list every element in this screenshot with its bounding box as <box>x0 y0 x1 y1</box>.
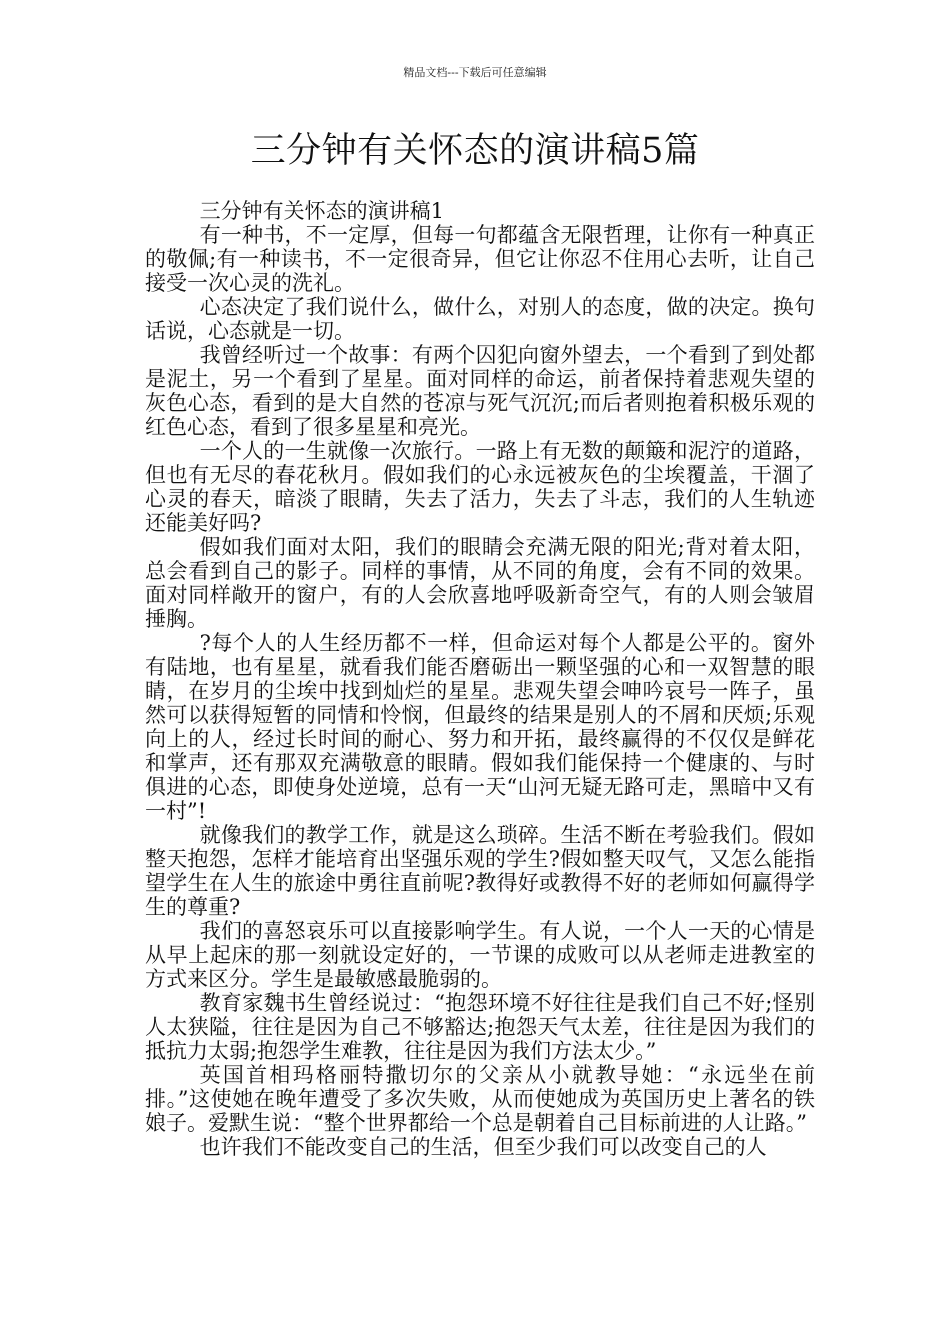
document-title: 三分钟有关怀态的演讲稿5篇 <box>250 131 700 171</box>
paragraph: 假如我们面对太阳，我们的眼睛会充满无限的阳光;背对着太阳，总会看到自己的影子。同样的事情，从不同的角度，会有不同的效果。面对同样敞开的窗户，有的人会欣喜地呼吸新奇空气，有的人则会皱眉捶胸。 <box>145 535 815 631</box>
paragraph: 一个人的一生就像一次旅行。一路上有无数的颠簸和泥泞的道路，但也有无尽的春花秋月。假如我们的心永远被灰色的尘埃覆盖，干涸了心灵的春天，暗淡了眼睛，失去了活力，失去了斗志，我们的人生轨迹还能美好吗? <box>145 439 815 535</box>
paragraph: 有一种书，不一定厚，但每一句都蕴含无限哲理，让你有一种真正的敬佩;有一种读书，不一定很奇异，但它让你忍不住用心去听，让自己接受一次心灵的洗礼。 <box>145 223 815 295</box>
paragraph: 就像我们的教学工作，就是这么琐碎。生活不断在考验我们。假如整天抱怨，怎样才能培育出坚强乐观的学生?假如整天叹气，又怎么能指望学生在人生的旅途中勇往直前呢?教得好或教得不好的老师如何赢得学生的尊重? <box>145 823 815 919</box>
paragraph: 英国首相玛格丽特撒切尔的父亲从小就教导她：“永远坐在前排。”这使她在晚年遭受了多次失败，从而使她成为英国历史上著名的铁娘子。爱默生说：“整个世界都给一个总是朝着自己目标前进的人让路。” <box>145 1063 815 1135</box>
paragraph: 心态决定了我们说什么，做什么，对别人的态度，做的决定。换句话说，心态就是一切。 <box>145 295 815 343</box>
section-subtitle: 三分钟有关怀态的演讲稿1 <box>199 199 444 223</box>
page-header-note: 精品文档---下载后可任意编辑 <box>403 66 547 79</box>
paragraph: 也许我们不能改变自己的生活，但至少我们可以改变自己的人 <box>199 1135 767 1159</box>
paragraph: 我曾经听过一个故事：有两个囚犯向窗外望去，一个看到了到处都是泥土，另一个看到了星星。面对同样的命运，前者保持着悲观失望的灰色心态，看到的是大自然的苍凉与死气沉沉;而后者则抱着积极乐观的红色心态，看到了很多星星和亮光。 <box>145 343 815 439</box>
document-body <box>145 199 815 1159</box>
paragraph: 教育家魏书生曾经说过：“抱怨环境不好往往是我们自己不好;怪别人太狭隘，往往是因为自己不够豁达;抱怨天气太差，往往是因为我们的抵抗力太弱;抱怨学生难教，往往是因为我们方法太少。” <box>145 991 815 1063</box>
paragraph: ?每个人的人生经历都不一样，但命运对每个人都是公平的。窗外有陆地，也有星星，就看我们能否磨砺出一颗坚强的心和一双智慧的眼睛，在岁月的尘埃中找到灿烂的星星。悲观失望会呻吟哀号一阵子，虽然可以获得短暂的同情和怜悯，但最终的结果是别人的不屑和厌烦;乐观向上的人，经过长时间的耐心、努力和开拓，最终赢得的不仅仅是鲜花和掌声，还有那双充满敬意的眼睛。假如我们能保持一个健康的、与时俱进的心态，即使身处逆境，总有一天“山河无疑无路可走，黑暗中又有一村”! <box>145 631 815 823</box>
paragraph: 我们的喜怒哀乐可以直接影响学生。有人说，一个人一天的心情是从早上起床的那一刻就设定好的，一节课的成败可以从老师走进教室的方式来区分。学生是最敏感最脆弱的。 <box>145 919 815 991</box>
